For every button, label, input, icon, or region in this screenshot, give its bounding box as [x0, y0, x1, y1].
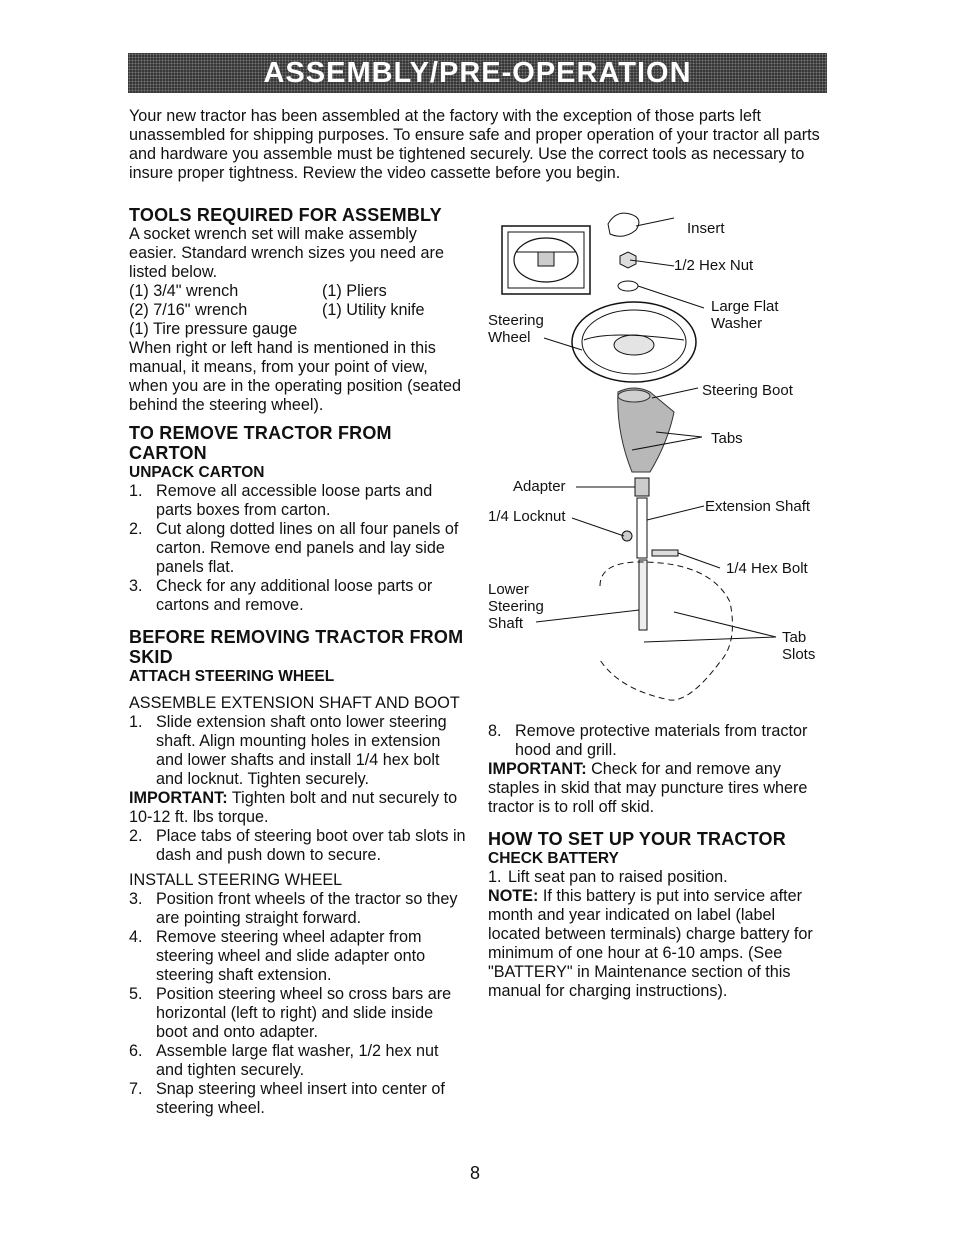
left-column [129, 205, 469, 1118]
attach-subheading: ATTACH STEERING WHEEL [129, 668, 335, 685]
label-locknut: 1/4 Locknut [488, 508, 566, 525]
label-boot: Steering Boot [702, 382, 793, 399]
list-item: 5. Position steering wheel so cross bars are horizontal (left to right) and slide inside boot and onto adapter. [129, 985, 452, 1041]
important-note: IMPORTANT: Tighten bolt and nut securely to 10-12 ft. lbs torque. [129, 789, 458, 826]
steering-assembly-diagram [484, 200, 824, 710]
setup-heading: HOW TO SET UP YOUR TRACTOR [488, 829, 786, 849]
tools-heading: TOOLS REQUIRED FOR ASSEMBLY [129, 205, 442, 225]
label-ext-shaft: Extension Shaft [705, 498, 811, 515]
skid-heading: BEFORE REMOVING TRACTOR FROM SKID [129, 627, 464, 667]
insert-icon [608, 213, 674, 236]
important-note: IMPORTANT: Check for and remove any staples in skid that may puncture tires where tractor is to roll off skid. [488, 760, 808, 816]
label-washer: Large Flat [711, 298, 779, 315]
battery-steps [488, 868, 828, 887]
assemble-label: ASSEMBLE EXTENSION SHAFT AND BOOT [129, 694, 460, 712]
unpack-subheading: UNPACK CARTON [129, 464, 265, 481]
remove-heading: TO REMOVE TRACTOR FROM CARTON [129, 423, 392, 463]
list-item: 1. Lift seat pan to raised position. [488, 868, 728, 886]
list-item: 1. Remove all accessible loose parts and parts boxes from carton. [129, 482, 433, 519]
list-item: 3. Check for any additional loose parts or cartons and remove. [129, 577, 433, 614]
assemble-steps [129, 713, 469, 789]
list-item: 6. Assemble large flat washer, 1/2 hex nut and tighten securely. [129, 1042, 439, 1079]
label-adapter: Adapter [513, 478, 566, 495]
tool-row [129, 282, 469, 301]
page-number: 8 [470, 1163, 481, 1183]
label-wheel: Steering [488, 312, 544, 329]
section-banner [128, 53, 827, 93]
tools-text: A socket wrench set will make assembly easier. Standard wrench sizes you need are listed below. [129, 225, 444, 281]
label-washer: Washer [711, 315, 763, 332]
intro-paragraph: Your new tractor has been assembled at the factory with the exception of those parts left unassembled for shipping purposes. To ensure safe and proper operation of your tractor all parts and hardware you assemble must be tightened securely. Use the correct tools as necessary to insure proper tightness. Review the video cassette before you begin. [129, 107, 820, 182]
right-column [488, 722, 828, 1001]
battery-subheading: CHECK BATTERY [488, 850, 619, 867]
label-wheel: Wheel [488, 329, 531, 346]
battery-note: NOTE: If this battery is put into service after month and year indicated on label (label located between terminals) charge battery for minimum of one hour at 6-10 amps. (See "BATTERY" in Maintenance section of this manual for charging instructions). [488, 887, 813, 1000]
steering-boot-icon [618, 388, 702, 472]
tool-item: (1) Tire pressure gauge [129, 320, 298, 338]
label-tab-slots: Tab [782, 629, 807, 646]
assemble-steps-2 [129, 827, 469, 865]
extension-shaft-icon [536, 478, 720, 630]
label-tab-slots: Slots [782, 646, 816, 663]
list-item: 2. Cut along dotted lines on all four panels of carton. Remove end panels and lay side panels flat. [129, 520, 459, 576]
hex-nut-icon [620, 252, 674, 268]
tool-item: (1) 3/4" wrench [129, 282, 239, 300]
list-item: 3. Position front wheels of the tractor so they are pointing straight forward. [129, 890, 458, 927]
label-hex-bolt: 1/4 Hex Bolt [726, 560, 808, 577]
tool-item: (1) Pliers [322, 282, 387, 300]
dash-outline [600, 562, 776, 700]
hand-note: When right or left hand is mentioned in this manual, it means, from your point of view, when you are in the operating position (seated behind the steering wheel). [129, 339, 462, 414]
steering-wheel-icon [544, 302, 696, 382]
section-title: ASSEMBLY/PRE-OPERATION [263, 56, 692, 89]
label-lower-shaft: Lower [488, 581, 529, 598]
list-item: 4. Remove steering wheel adapter from steering wheel and slide adapter onto steering shaft extension. [129, 928, 426, 984]
label-insert: Insert [687, 220, 725, 237]
list-item: 2. Place tabs of steering boot over tab slots in dash and push down to secure. [129, 827, 466, 864]
list-item: 8. Remove protective materials from tractor hood and grill. [488, 722, 808, 759]
list-item: 7. Snap steering wheel insert into center of steering wheel. [129, 1080, 445, 1117]
inset-wheel-icon [502, 226, 590, 294]
unpack-steps [129, 482, 469, 615]
install-steps [129, 890, 469, 1118]
label-lower-shaft: Steering [488, 598, 544, 615]
tool-item: (2) 7/16" wrench [129, 301, 248, 319]
tool-row [129, 301, 469, 320]
label-hex-nut: 1/2 Hex Nut [674, 257, 754, 274]
label-tabs: Tabs [711, 430, 743, 447]
install-label: INSTALL STEERING WHEEL [129, 871, 343, 889]
carton-steps [488, 722, 828, 760]
label-lower-shaft: Shaft [488, 615, 524, 632]
list-item: 1. Slide extension shaft onto lower steering shaft. Align mounting holes in extension and lower shafts and install 1/4 hex bolt and locknut. Tighten securely. [129, 713, 447, 788]
tool-item: (1) Utility knife [322, 301, 425, 319]
